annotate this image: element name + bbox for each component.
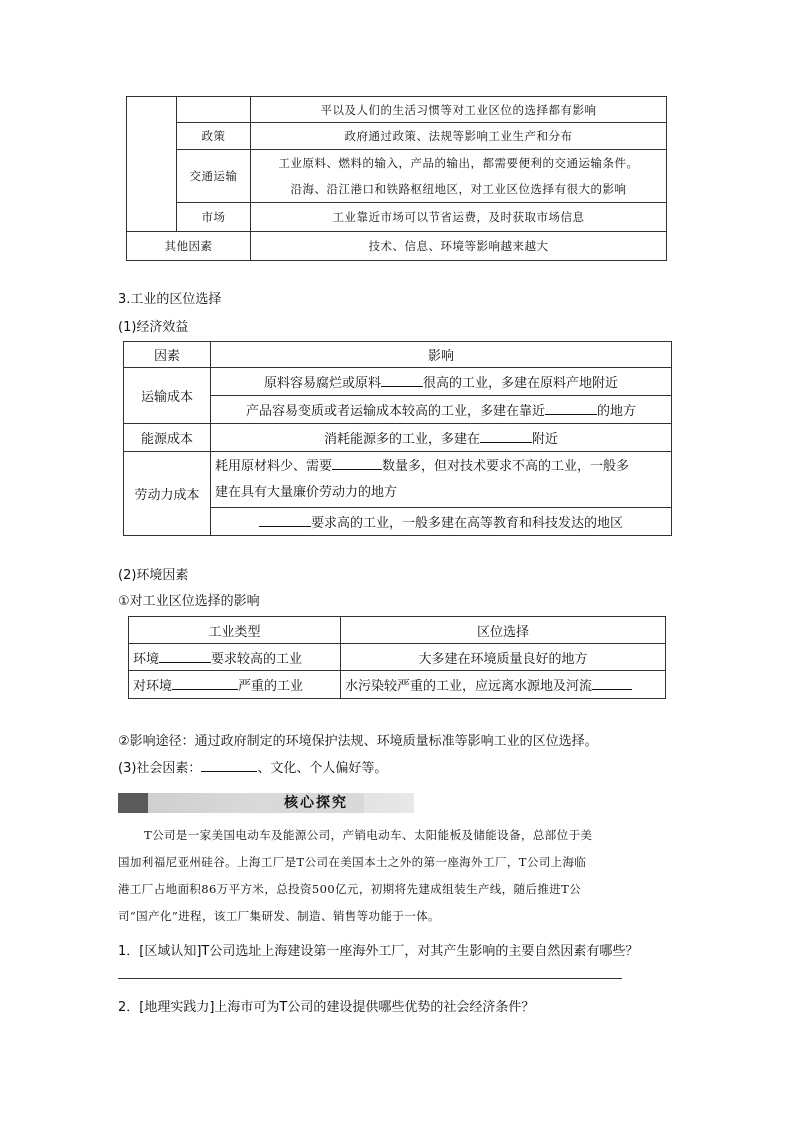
cell-text: 原料容易腐烂或原料 (263, 376, 381, 391)
factor-table-continued (126, 96, 667, 261)
cell-text: 消耗能源多的工业，多建在 (323, 432, 480, 447)
transport-cost-label: 运输成本 (124, 368, 211, 424)
cell-text: 数量多，但对技术要求不高的工业，一般多 (382, 458, 630, 474)
question-1: 1．[区域认知]T公司选址上海建设第一座海外工厂，对其产生影响的主要自然因素有哪些？ (118, 944, 639, 959)
table-cell (341, 671, 666, 699)
paragraph-line: 国加利福尼亚州硅谷。上海工厂是T公司在美国本土之外的第一座海外工厂，T公司上海临 (118, 855, 587, 869)
fill-blank[interactable] (172, 677, 238, 690)
paragraph-line: T公司是一家美国电动车及能源公司，产销电动车、太阳能板及储能设备，总部位于美 (144, 828, 593, 842)
header-factor: 因素 (124, 342, 211, 368)
cell-text: 严重的工业 (238, 679, 304, 694)
cell-text: (3)社会因素： (118, 761, 202, 776)
cell-text: 耗用原材料少、需要 (215, 458, 333, 474)
cell-text: 要求高的工业，一般多建在高等教育和科技发达的地区 (310, 516, 623, 531)
table-cell (211, 452, 672, 508)
factor-label-other: 其他因素 (127, 232, 251, 261)
answer-line[interactable] (118, 978, 622, 979)
table-cell (129, 671, 341, 699)
fill-blank[interactable] (480, 430, 532, 443)
table-cell: 平以及人们的生活习惯等对工业区位的选择都有影响 (251, 97, 667, 123)
social-factor-text (118, 757, 387, 776)
merged-category-cell (127, 97, 177, 232)
core-inquiry-banner (118, 793, 414, 813)
transport-text-line1: 工业原料、燃料的输入，产品的输出，都需要便利的交通运输条件。 (278, 156, 639, 170)
table-cell (211, 508, 672, 536)
factor-label-policy: 政策 (177, 123, 251, 150)
table-cell (129, 644, 341, 671)
cell-text: 环境 (133, 651, 160, 667)
section-title: 3.工业的区位选择 (118, 292, 222, 307)
fill-blank[interactable] (592, 677, 632, 690)
cell-text: 很高的工业，多建在原料产地附近 (423, 376, 619, 391)
fill-blank[interactable] (201, 759, 257, 772)
fill-blank[interactable] (159, 650, 211, 663)
table-cell (211, 368, 672, 396)
transport-text-line2: 沿海、沿江港口和铁路枢纽地区，对工业区位选择有很大的影响 (290, 182, 627, 196)
cell-text: 要求较高的工业 (211, 651, 303, 667)
energy-cost-label: 能源成本 (124, 424, 211, 452)
table-cell: 大多建在环境质量良好的地方 (341, 644, 666, 671)
header-industry-type: 工业类型 (129, 617, 341, 644)
table-cell: 工业靠近市场可以节省运费，及时获取市场信息 (251, 203, 667, 232)
economic-benefit-table (123, 341, 672, 536)
subsection-title: (1)经济效益 (118, 320, 189, 335)
cell-text: 对环境 (133, 679, 173, 694)
header-impact: 影响 (211, 342, 672, 368)
environment-table (128, 616, 666, 699)
table-cell: 政府通过政策、法规等影响工业生产和分布 (251, 123, 667, 150)
influence-path-text: ②影响途径：通过政府制定的环境保护法规、环境质量标准等影响工业的区位选择。 (118, 734, 598, 749)
paragraph-line: 港工厂占地面积86万平方米，总投资500亿元，初期将先建成组装生产线，随后推进T公 (118, 882, 582, 896)
fill-blank[interactable] (381, 374, 423, 387)
factor-label-market: 市场 (177, 203, 251, 232)
cell-text: 产品容易变质或者运输成本较高的工业，多建在靠近 (245, 404, 545, 419)
fill-blank[interactable] (332, 457, 382, 470)
banner-title: 核心探究 (268, 793, 364, 813)
cell-text: 的地方 (597, 404, 637, 419)
factor-label-transport: 交通运输 (177, 150, 251, 203)
table-cell (211, 396, 672, 424)
labor-cost-label: 劳动力成本 (124, 452, 211, 536)
paragraph-line: 司“国产化”进程，该工厂集研发、制造、销售等功能于一体。 (118, 909, 440, 923)
empty-label-cell (177, 97, 251, 123)
question-2: 2．[地理实践力]上海市可为T公司的建设提供哪些优势的社会经济条件？ (118, 1000, 535, 1015)
case-paragraph (118, 822, 678, 930)
cell-text: 水污染较严重的工业，应远离水源地及河流 (345, 679, 593, 694)
fill-blank[interactable] (545, 402, 597, 415)
table-cell: 技术、信息、环境等影响越来越大 (251, 232, 667, 261)
table-cell (211, 424, 672, 452)
header-location-choice: 区位选择 (341, 617, 666, 644)
fill-blank[interactable] (259, 514, 311, 527)
cell-text: 附近 (532, 432, 559, 447)
subsection-title: (2)环境因素 (118, 568, 189, 583)
cell-text: 、文化、个人偏好等。 (257, 761, 388, 776)
subsection-title: ①对工业区位选择的影响 (118, 594, 260, 609)
table-cell (251, 150, 667, 203)
cell-text: 建在具有大量廉价劳动力的地方 (215, 484, 398, 500)
